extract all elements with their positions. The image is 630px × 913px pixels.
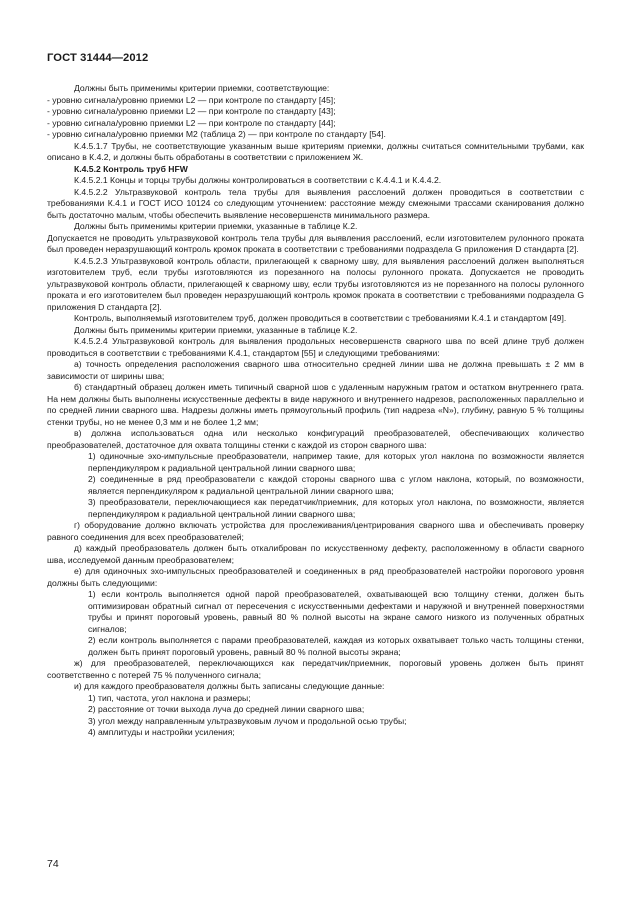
paragraph: Допускается не проводить ультразвуковой контроль тела трубы для выявления расслоений, если изготовителем рулонного проката был проведен неразрушающий контроль кромок проката в соответствии с требованиями подраздела G приложения D стандарта [2].: [47, 232, 584, 254]
document-body: [47, 83, 584, 739]
sub-list-item: 3) преобразователи, переключающиеся как передатчик/приемник, для которых угол наклона, по возможности, является перпендикуляром к радиальной центральной линии сварного шва;: [88, 497, 584, 519]
list-item: а) точность определения расположения сварного шва относительно средней линии шва не должна превышать ± 2 мм в зависимости от ширины шва;: [47, 359, 584, 381]
list-item: е) для одиночных эхо-импульсных преобразователей и соединенных в ряд преобразователей настройки порогового уровня должны быть следующими:: [47, 566, 584, 588]
sub-list-item: 2) соединенные в ряд преобразователи с каждой стороны сварного шва с углом наклона, который, по возможности, является перпендикуляром к радиальной центральной линии сварного шва;: [88, 474, 584, 496]
paragraph: К.4.5.2.4 Ультразвуковой контроль для выявления продольных несовершенств сварного шва по всей длине труб должен проводиться в соответствии с требованиями К.4.1, стандартом [55] и следующими требованиями:: [47, 336, 584, 358]
page-number: 74: [47, 858, 59, 870]
list-item: - уровню сигнала/уровню приемки L2 — при контроле по стандарту [45];: [47, 94, 336, 105]
paragraph: К.4.5.1.7 Трубы, не соответствующие указанным выше критериям приемки, должны считаться сомнительными трубами, как описано в К.4.2, и должны быть обработаны в соответствии с приложением Ж.: [47, 140, 584, 162]
list-item: д) каждый преобразователь должен быть откалиброван по искусственному дефекту, расположенному в области сварного шва, исследуемой данным преобразователем;: [47, 543, 584, 565]
sub-list-item: 1) если контроль выполняется одной парой преобразователей, охватывающей всю толщину стенки, должен быть оптимизирован обратный сигнал от пересечения с искусственными дефектами и наружной и внутренней поверхностями трубы и принят пороговый уровень, равный 80 % полной высоты на экране самого низкого из полученных обратных сигналов;: [88, 589, 584, 634]
paragraph: К.4.5.2.3 Ультразвуковой контроль области, прилегающей к сварному шву, для выявления расслоений должен выполняться изготовителем труб, если трубы изготовляются из порезанного на полосы рулонного проката. Допускается не проводить ультразвуковой контроль области, прилегающей к сварному шву, если трубы изготовляются из не порезанного на полосы рулонного проката и его изготовителем был проведен неразрушающий контроль кромок проката в соответствии с требованиями подраздела G приложения D стандарта [2].: [47, 255, 584, 312]
paragraph: Должны быть применимы критерии приемки, указанные в таблице К.2.: [74, 221, 358, 231]
list-item: г) оборудование должно включать устройства для прослеживания/центрирования сварного шва и обеспечивать проверку равного соединения для всех преобразователей;: [47, 520, 584, 542]
sub-list-item: 3) угол между направленным ультразвуковым лучом и продольной осью трубы;: [88, 715, 407, 726]
paragraph: Должны быть применимы критерии приемки, соответствующие:: [74, 83, 330, 93]
list-item: - уровню сигнала/уровню приемки L2 — при контроле по стандарту [43];: [47, 106, 336, 116]
paragraph: Контроль, выполняемый изготовителем труб, должен проводиться в соответствии с требованиями К.4.1 и стандартом [49].: [74, 313, 567, 323]
sub-list-item: 2) расстояние от точки выхода луча до средней линии сварного шва;: [88, 704, 365, 714]
sub-list-item: 2) если контроль выполняется с парами преобразователей, каждая из которых охватывает только часть толщины стенки, должен быть принят пороговый уровень, равный 80 % полной высоты экрана;: [88, 635, 584, 657]
list-item: - уровню сигнала/уровню приемки L2 — при контроле по стандарту [44];: [47, 117, 336, 128]
section-heading: К.4.5.2 Контроль труб HFW: [74, 163, 188, 174]
document-header: ГОСТ 31444—2012: [47, 52, 149, 64]
sub-list-item: 4) амплитуды и настройки усиления;: [88, 727, 235, 737]
paragraph: К.4.5.2.1 Концы и торцы трубы должны контролироваться в соответствии с К.4.4.1 и К.4.4.2.: [74, 175, 442, 185]
sub-list-item: 1) тип, частота, угол наклона и размеры;: [88, 692, 251, 703]
paragraph: Должны быть применимы критерии приемки, указанные в таблице К.2.: [74, 324, 358, 335]
list-item: в) должна использоваться одна или несколько конфигураций преобразователей, обеспечивающих количество преобразователей, достаточное для охвата толщины стенки с каждой из сторон сварного шва:: [47, 428, 584, 450]
list-item: - уровню сигнала/уровню приемки M2 (таблица 2) — при контроле по стандарту [54].: [47, 129, 386, 139]
list-item: ж) для преобразователей, переключающихся как передатчик/приемник, пороговый уровень должен быть принят соответственно с потерей 75 % полученного сигнала;: [47, 658, 584, 680]
list-item: и) для каждого преобразователя должны быть записаны следующие данные:: [74, 681, 385, 691]
sub-list-item: 1) одиночные эхо-импульсные преобразователи, например такие, для которых угол наклона по возможности является перпендикуляром к радиальной центральной линии сварного шва;: [88, 451, 584, 473]
paragraph: К.4.5.2.2 Ультразвуковой контроль тела трубы для выявления расслоений должен проводиться в соответствии с требованиями К.4.1 и ГОСТ ИСО 10124 со следующим уточнением: расстояние между смежными трассами сканирования должно быть достаточно малым, чтобы обеспечить выявление несовершенств минимального размера.: [47, 186, 584, 220]
list-item: б) стандартный образец должен иметь типичный сварной шов с удаленным наружным гратом и остатком внутреннего грата. На нем должны быть выполнены искусственные дефекты в виде наружного и внутреннего надрезов, расположенных параллельно и по средней линии сварного шва. Надрезы должны иметь прямоугольный профиль (тип надреза «N»), глубину, равную 5 % толщины стенки трубы, но не менее 0,3 мм и не более 1,2 мм;: [47, 382, 584, 427]
